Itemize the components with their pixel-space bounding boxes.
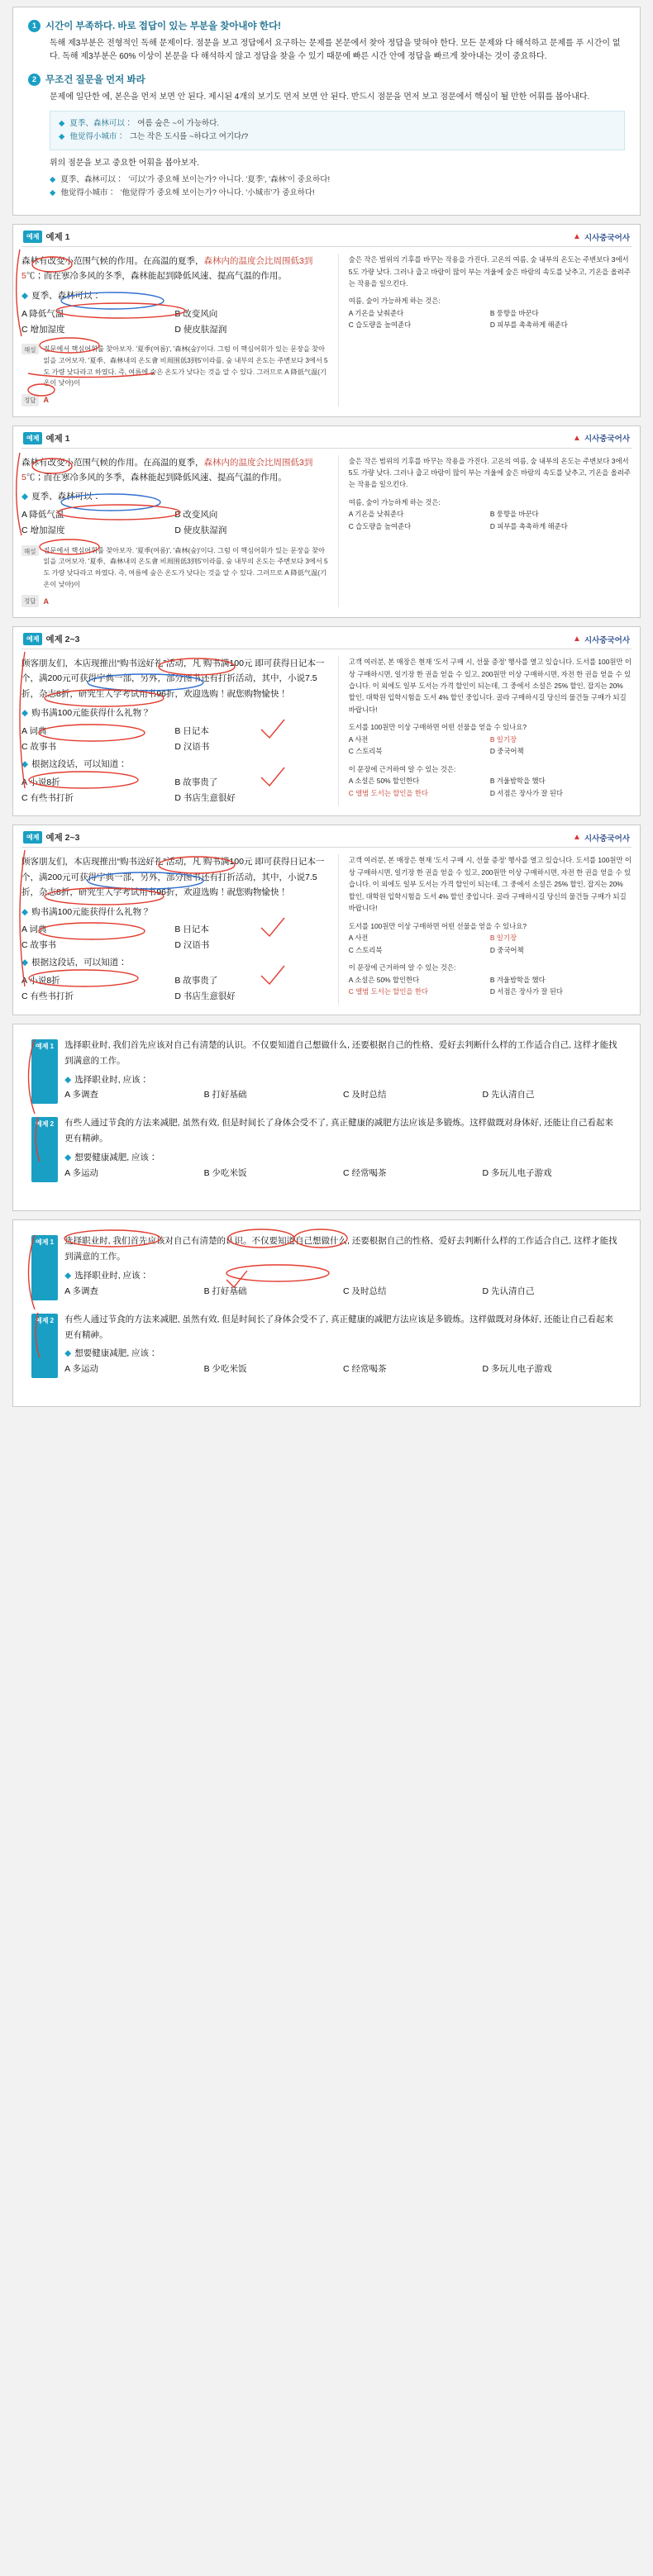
option-b[interactable]: B 故事贵了 <box>174 777 218 787</box>
brand-name: 시사중국어사 <box>584 635 630 645</box>
intro-note: 위의 점문을 보고 중요한 어휘을 봅아보자. <box>50 158 199 168</box>
job-block-2 <box>31 1115 622 1182</box>
question-text: 购书满100元能获得什么礼物？ <box>31 906 150 917</box>
option-a[interactable]: A 多调查 <box>64 1090 98 1100</box>
explanation-text: 질문에서 핵심어휘를 찾아보자. '夏季(여름)', '森林(숲)'이다. 그럼 이 핵심어휘가 있는 문장을 찾아 읽을 고어보자. '夏季、森林내의 온도會 비周围低3到5'이라를, 숲 내부의 온도는 주변보다 3에서 5도 가량 낮다라고 하였다. 즉, 여름에 숲은 온도가 낮다는 것을 알 수 있다. 그러므로 A 降低气温(기온이 낮아)이 <box>43 546 328 588</box>
job-question-1 <box>64 1268 622 1284</box>
brand-mark-icon: ▲ <box>573 634 581 644</box>
bullet-icon: ◆ <box>64 1270 72 1281</box>
job-question-2 <box>64 1150 622 1166</box>
bullet-icon: ◆ <box>50 174 56 184</box>
explanation-block <box>21 545 328 590</box>
options-list-2 <box>21 973 328 1005</box>
translation-options-2 <box>349 974 632 998</box>
point-title: 시간이 부족하다. 바로 접답이 있는 부분을 찾아내야 한다! <box>45 21 281 31</box>
slide-body <box>13 649 640 815</box>
intro-content <box>13 7 640 215</box>
passage-part-highlight: 森林内的温度会比周围低3到5 <box>21 256 313 282</box>
job-block-2-body <box>64 1115 622 1182</box>
option-c[interactable]: C 故事书 <box>21 741 56 752</box>
translation-question-2: 이 문장에 근거하여 알 수 있는 것은: <box>348 764 456 773</box>
job-content <box>13 1024 640 1210</box>
translation-option-row <box>349 319 632 330</box>
job-content <box>13 1220 640 1406</box>
passage-part: ， <box>195 457 204 468</box>
translation-option-d: D 피부를 촉촉하게 해준다 <box>489 321 568 330</box>
bullet-icon: ◆ <box>21 708 29 719</box>
example-tag <box>23 432 70 444</box>
translation-option-c: C 앨범 도서는 할인을 한다 <box>348 788 429 797</box>
option-d[interactable]: D 汉语书 <box>174 741 210 752</box>
option-c[interactable]: C 增加湿度 <box>21 324 65 335</box>
translation-question: 여름, 숲이 가능하게 하는 것은: <box>348 497 441 506</box>
option-b[interactable]: B 改变风向 <box>174 510 218 520</box>
slide-job-questions <box>12 1024 641 1211</box>
translation-options-1 <box>349 932 632 956</box>
slide-body <box>13 247 640 416</box>
option-a[interactable]: A 多运动 <box>64 1168 98 1179</box>
translation-option-a: A 소설은 50% 할인한다 <box>348 975 420 984</box>
passage-text <box>21 254 328 284</box>
job-question-1-text: 选择职业时, 应该： <box>74 1270 150 1281</box>
example-label: 예제 2~3 <box>45 634 80 645</box>
translation-option-a: A 기온을 낮춰준다 <box>348 308 404 317</box>
explanation-text: 질문에서 핵심어휘를 찾아보자. '夏季(여름)', '森林(숲)'이다. 그럼 이 핵심어휘가 있는 문장을 찾아 읽을 고어보자. '夏季、森林내의 온도會 비周围低3到5'이라를, 숲 내부의 온도는 주변보다 3에서 5도 가량 낮다라고 하였다. 즉, 여름에 숲은 온도가 낮다는 것을 알 수 있다. 그러므로 A 降低气温(기온이 낮아)이 <box>43 345 328 387</box>
option-a[interactable]: A 多运动 <box>64 1364 98 1375</box>
brand-name: 시사중국어사 <box>584 834 630 844</box>
example-badge: 예제 <box>23 831 42 844</box>
question-text: 夏季、森林可以： <box>31 290 102 301</box>
translation-option-d: D 서점은 장사가 잘 된다 <box>489 986 564 996</box>
example-quote-box <box>50 111 625 150</box>
job-question-1 <box>64 1072 622 1088</box>
options-list <box>21 507 328 539</box>
question-row-2 <box>21 758 328 772</box>
options-list-1 <box>21 922 328 953</box>
right-column <box>339 854 632 1004</box>
job-block-1-body <box>64 1233 622 1300</box>
example-tag <box>23 831 79 844</box>
translation-option-c: C 스토리북 <box>348 945 383 954</box>
answer-tag: 정답 <box>21 394 39 406</box>
example-badge-2: 예제 2 <box>31 1314 58 1379</box>
question-text: 购书满100元能获得什么礼物？ <box>31 708 150 719</box>
example-badge-1: 예제 1 <box>31 1039 58 1105</box>
job-block-1-body <box>64 1038 622 1105</box>
option-c[interactable]: C 及时总结 <box>343 1090 387 1100</box>
passage-text: 顾客朋友们，本店现推出“购书送好礼”活动，凡 购书满100元 即可获得日记本一个，满200元可获得字典一部，另外，部分图书还有打折活动，其中，小说7.5折，杂志8折，研究生入学考试用书96折，欢迎选购！祝您购物愉快！ <box>21 658 325 699</box>
slide-header <box>13 225 640 246</box>
quote-line <box>59 117 616 131</box>
option-c[interactable]: C 有些书打折 <box>21 991 74 1001</box>
slide-example-2-3-annotated <box>12 626 641 816</box>
option-d[interactable]: D 先认清自己 <box>482 1090 535 1100</box>
translation-option-row <box>349 932 632 943</box>
question-row-1 <box>21 706 328 721</box>
point-number-badge: 2 <box>28 74 41 86</box>
slide-header <box>13 825 640 847</box>
translation-options <box>349 508 632 532</box>
translation-options-1 <box>349 734 632 758</box>
passage-part: ℃；而在寒冷多风的冬季，森林能起到降低风速、提高气温的作用。 <box>26 271 287 282</box>
slide-intro <box>12 7 641 216</box>
job-passage-2: 有些人通过节食的方法来减肥, 虽然有效, 但是时间长了身体会受不了, 真正健康的减肥方法应该是多锻炼。这样做既对身体好, 还能让自己看起来更有精神。 <box>64 1314 613 1340</box>
slide-example-1-annotated <box>12 224 641 417</box>
example-badge: 예제 <box>23 633 42 645</box>
example-badge-2: 예제 2 <box>31 1117 58 1182</box>
question-text: 根据这段话，可以知道： <box>31 958 127 968</box>
brand-name: 시사중국어사 <box>584 435 630 444</box>
explanation-block <box>21 344 328 388</box>
options-list-1 <box>21 724 328 755</box>
translation-option-row <box>349 508 632 520</box>
option-c[interactable]: C 增加湿度 <box>21 525 65 536</box>
option-d[interactable]: D 多玩儿电子游戏 <box>482 1364 552 1375</box>
left-column <box>21 656 339 806</box>
translation-option-d: D 피부를 촉촉하게 해준다 <box>489 521 568 530</box>
option-b[interactable]: B 打好基础 <box>203 1090 247 1100</box>
answer-value: A <box>43 596 49 606</box>
option-a[interactable]: A 小说8折 <box>21 976 60 986</box>
question-row <box>21 289 328 304</box>
quote-question: 他觉得小城市： <box>69 131 125 141</box>
translation-question-1: 도서를 100원만 이상 구매하면 어떤 선물을 얻을 수 있나요? <box>348 723 527 732</box>
option-b[interactable]: B 少吃米饭 <box>203 1364 247 1375</box>
option-a[interactable]: A 小说8折 <box>21 777 60 787</box>
translation-option-row <box>349 734 632 745</box>
left-column <box>21 254 339 406</box>
job-block-1 <box>31 1038 622 1105</box>
intro-point-2 <box>28 73 625 200</box>
answer-tag: 정답 <box>21 595 39 607</box>
options-list-2 <box>21 775 328 806</box>
translation-option-d: D 중국어책 <box>489 945 524 954</box>
translation-option-row <box>349 787 632 799</box>
bullet-icon: ◆ <box>50 188 56 197</box>
option-a[interactable]: A 降低气温 <box>21 510 64 520</box>
left-column <box>21 854 339 1004</box>
translation-text: 고객 여러분, 본 매장은 현재 '도서 구매 시, 선물 증정' 행사를 열고 있습니다. 도서를 100원만 이상 구매하시면, 일기장 한 권을 얻을 수 있고, 200원만 이상 구매하시면, 자전 한 권을 얻을 수 있습니다. 이 외에도 일부 도서는 가격 할인이 되는데, 그 중에서 소설은 25% 할인, 잡지는 20% 할인, 대학원 입학시험을 도서 4% 할인 중입니다. 골라 구매하시길 당신의 물건들 구매가 되길 바랍니다! <box>348 856 632 913</box>
passage-part: 森林有改变小范围气候的作用。在高温的 <box>21 457 178 468</box>
list-item-question: 他觉得小城市： <box>60 188 116 197</box>
option-d[interactable]: D 书店生意很好 <box>174 991 236 1001</box>
translation-option-row <box>349 986 632 997</box>
example-label: 예제 2~3 <box>45 833 80 844</box>
left-column <box>21 455 339 608</box>
slide-header <box>13 426 640 448</box>
translation-text: 고객 여러분, 본 매장은 현재 '도서 구매 시, 선물 증정' 행사를 열고 있습니다. 도서를 100원만 이상 구매하시면, 일기장 한 권을 얻을 수 있고, 200원만 이상 구매하시면, 자전 한 권을 얻을 수 있습니다. 이 외에도 일부 도서는 가격 할인이 되는데, 그 중에서 소설은 25% 할인, 잡지는 20% 할인, 대학원 입학시험을 도서 4% 할인 중입니다. 골라 구매하시길 당신의 물건들 구매가 되길 바랍니다! <box>348 658 632 714</box>
option-d[interactable]: D 使皮肤湿润 <box>174 525 227 536</box>
example-badge: 예제 <box>23 432 42 444</box>
question-row-2 <box>21 956 328 971</box>
translation-option-c: C 앨범 도서는 할인을 한다 <box>348 986 429 996</box>
example-tag <box>23 231 70 243</box>
example-label: 예제 1 <box>45 433 70 444</box>
option-c[interactable]: C 及时总结 <box>343 1286 387 1296</box>
option-b[interactable]: B 日记本 <box>174 726 209 737</box>
answer-value: A <box>43 396 49 405</box>
translation-text: 숲은 작은 범위의 기후를 바꾸는 작용을 가진다. 고온의 여름, 숲 내부의 온도는 주변보다 3에서 5도 가량 낮다. 그러나 춥고 바람이 많이 부는 겨울에 숲은 바람의 속도를 낮추고, 기온을 올려주는 작용을 일으킨다. <box>348 456 631 489</box>
intro-point-1-head <box>28 19 625 32</box>
point-number-badge: 1 <box>28 20 41 32</box>
passage-part: 夏季 <box>178 457 195 468</box>
translation-options-2 <box>349 775 632 799</box>
translation-option-row <box>349 944 632 956</box>
explanation-tag: 해설 <box>21 344 39 354</box>
translation-option-row <box>349 307 632 319</box>
option-d[interactable]: D 使皮肤湿润 <box>174 324 227 335</box>
translation-option-b: B 풍향을 바꾼다 <box>489 510 539 519</box>
job-question-2-text: 想要健康减肥, 应该： <box>74 1153 158 1163</box>
passage-part: 夏季 <box>178 256 195 267</box>
job-block-1 <box>31 1233 622 1300</box>
job-question-2-text: 想要健康减肥, 应该： <box>74 1348 158 1359</box>
quote-answer: 여름 숲은 ~이 가능하다. <box>137 118 220 128</box>
bullet-icon: ◆ <box>21 492 29 502</box>
translation-question-1: 도서를 100원만 이상 구매하면 어떤 선물을 얻을 수 있나요? <box>348 921 527 930</box>
option-a[interactable]: A 多调查 <box>64 1286 98 1296</box>
intro-point-2-head <box>28 73 625 86</box>
translation-text: 숲은 작은 범위의 기후를 바꾸는 작용을 가진다. 고온의 여름, 숲 내부의 온도는 주변보다 3에서 5도 가량 낮다. 그러나 춥고 바람이 많이 부는 겨울에 숲은 바람의 속도를 낮추고, 기온을 올려주는 작용을 일으킨다. <box>348 255 631 288</box>
bullet-icon: ◆ <box>64 1153 72 1163</box>
passage-part: ， <box>195 256 204 267</box>
list-item <box>50 187 625 200</box>
question-text: 夏季、森林可以： <box>31 492 102 502</box>
option-c[interactable]: C 有些书打折 <box>21 792 74 803</box>
point-1-body: 독해 제3부분은 전형적인 독해 문제이다. 점문을 보고 정답에서 요구하는 문제를 본문에서 찾아 정답을 맞혀야 한다. 모든 문제와 다 해석하고 문제를 푸 시간이 없다. 독해 제3부분은 60% 이상이 본문을 다 해석하지 않고 정답을 찾을 수 있기 때문에 빠른 시간 안에 정답을 빠르게 찾아내는 것이 중요하다. <box>50 39 621 61</box>
translation-option-row <box>349 974 632 986</box>
list-item-answer: '他觉得'가 중요해 보이는가? 아니다. '小城市'가 중요하다! <box>120 188 315 197</box>
option-b[interactable]: B 故事贵了 <box>174 976 218 986</box>
bullet-icon: ◆ <box>59 131 65 141</box>
option-c[interactable]: C 故事书 <box>21 940 56 951</box>
bullet-icon: ◆ <box>21 958 29 968</box>
job-question-1-text: 选择职业时, 应该： <box>74 1074 150 1085</box>
slide-example-1-repeat <box>12 425 641 619</box>
passage-part: ℃；而在寒冷多风的冬季，森林能起到降低风速、提高气温的作用。 <box>26 472 287 482</box>
explanation-tag: 해설 <box>21 545 39 556</box>
right-column <box>339 656 632 806</box>
translation-option-row <box>349 775 632 787</box>
brand-logo <box>573 832 630 844</box>
translation-option-a: A 기온을 낮춰준다 <box>348 510 404 519</box>
translation-option-b: B 겨울밤학을 했다 <box>489 777 546 786</box>
job-options-2 <box>64 1362 622 1378</box>
list-item-answer: '可以'가 중요해 보이는가? 아니다. '夏季', '森林'이 중요하다! <box>128 174 331 184</box>
intro-keyword-list <box>50 173 625 200</box>
bullet-icon: ◆ <box>64 1074 72 1085</box>
quote-question: 夏季、森林可以： <box>69 118 133 128</box>
quote-line <box>59 131 616 144</box>
passage-part-highlight: 森林内的温度会比周围低3到5 <box>21 457 313 482</box>
bullet-icon: ◆ <box>21 758 29 769</box>
slide-body <box>13 848 640 1014</box>
brand-mark-icon: ▲ <box>573 433 581 443</box>
question-text: 根据这段话，可以知道： <box>31 758 127 769</box>
answer-block <box>21 394 328 406</box>
options-list <box>21 307 328 338</box>
option-b[interactable]: B 改变风向 <box>174 308 218 319</box>
option-d[interactable]: D 书店生意很好 <box>174 792 236 803</box>
job-block-2-body <box>64 1312 622 1379</box>
option-a[interactable]: A 降低气温 <box>21 308 64 319</box>
translation-question: 여름, 숲이 가능하게 하는 것은: <box>348 297 441 306</box>
bullet-icon: ◆ <box>64 1348 72 1359</box>
translation-option-b: B 겨울밤학을 했다 <box>489 975 546 984</box>
bullet-icon: ◆ <box>21 906 29 917</box>
bullet-icon: ◆ <box>21 290 29 301</box>
brand-logo <box>573 432 630 444</box>
question-row-1 <box>21 905 328 920</box>
answer-block <box>21 595 328 607</box>
option-d[interactable]: D 多玩儿电子游戏 <box>482 1168 552 1179</box>
list-item-question: 夏季、森林可以： <box>60 174 124 184</box>
job-passage-2: 有些人通过节食的方法来减肥, 虽然有效, 但是时间长了身体会受不了, 真正健康的减肥方法应该是多锻炼。这样做既对身体好, 还能让自己看起来更有精神。 <box>64 1118 613 1144</box>
translation-option-a: A 소설은 50% 할인한다 <box>348 777 420 786</box>
option-d[interactable]: D 汉语书 <box>174 940 210 951</box>
slide-job-questions-annotated <box>12 1219 641 1407</box>
passage-text <box>21 455 328 486</box>
translation-question-2: 이 문장에 근거하여 알 수 있는 것은: <box>348 963 456 972</box>
brand-name: 시사중국어사 <box>584 233 630 243</box>
option-c[interactable]: C 经常喝茶 <box>343 1168 387 1179</box>
translation-option-b: B 일기장 <box>489 934 517 943</box>
right-column <box>339 254 632 406</box>
bullet-icon: ◆ <box>59 118 65 128</box>
translation-option-row <box>349 745 632 757</box>
translation-option-a: A 사전 <box>348 734 369 744</box>
slide-example-2-3-repeat <box>12 825 641 1015</box>
translation-options <box>349 307 632 331</box>
passage-text: 顾客朋友们，本店现推出“购书送好礼”活动，凡 购书满100元 即可获得日记本一个，满200元可获得字典一部，另外，部分图书还有打折活动，其中，小说7.5折，杂志8折，研究生入学考试用书96折，欢迎选购！祝您购物愉快！ <box>21 857 325 898</box>
translation-option-a: A 사전 <box>348 934 369 943</box>
slide-body <box>13 449 640 618</box>
translation-option-d: D 중국어책 <box>489 747 524 756</box>
translation-option-c: C 스토리북 <box>348 747 383 756</box>
option-a[interactable]: A 词典 <box>21 726 47 737</box>
brand-logo <box>573 231 630 243</box>
list-item <box>50 173 625 187</box>
brand-logo <box>573 634 630 645</box>
point-2-body: 문제에 일단한 에, 본은을 먼저 보면 안 된다. 제시된 4개의 보기도 먼저 보면 안 된다. 반드시 점문을 먼저 보고 점문에서 핵심이 될 만한 어휘를 봅아내다. <box>50 93 590 102</box>
quote-answer: 그는 작은 도시를 ~하다고 여기다/? <box>129 131 249 141</box>
translation-option-b: B 일기장 <box>489 734 517 744</box>
option-b[interactable]: B 日记本 <box>174 924 209 935</box>
option-b[interactable]: B 打好基础 <box>203 1286 247 1296</box>
slide-header <box>13 627 640 649</box>
job-options-1 <box>64 1284 622 1300</box>
translation-option-row <box>349 520 632 532</box>
example-badge: 예제 <box>23 231 42 243</box>
right-column <box>339 455 632 608</box>
option-c[interactable]: C 经常喝茶 <box>343 1364 387 1375</box>
option-a[interactable]: A 词典 <box>21 924 47 935</box>
question-row <box>21 490 328 505</box>
example-label: 예제 1 <box>45 232 70 243</box>
translation-option-b: B 풍향을 바꾼다 <box>489 308 539 317</box>
translation-option-d: D 서점은 장사가 잘 된다 <box>489 788 564 797</box>
passage-part: 森林有改变小范围气候的作用。在高温的 <box>21 256 178 267</box>
example-badge-1: 예제 1 <box>31 1235 58 1300</box>
example-tag <box>23 633 79 645</box>
brand-mark-icon: ▲ <box>573 232 581 242</box>
job-options-2 <box>64 1166 622 1182</box>
translation-option-c: C 습도량을 높여준다 <box>348 521 412 530</box>
point-title: 무조건 질문을 먼저 봐라 <box>45 75 145 85</box>
brand-mark-icon: ▲ <box>573 833 581 843</box>
job-options-1 <box>64 1087 622 1104</box>
option-b[interactable]: B 少吃米饭 <box>203 1168 247 1179</box>
job-block-2 <box>31 1312 622 1379</box>
job-passage-1: 选择职业时, 我们首先应该对自己有清楚的认识。不仅要知道自己想做什么, 还要根据自己的性格、爱好去判断什么样的工作适合自己, 这样才能找到满意的工作。 <box>64 1039 617 1066</box>
job-question-2 <box>64 1346 622 1362</box>
job-passage-1: 选择职业时, 我们首先应该对自己有清楚的认识。不仅要知道自己想做什么, 还要根据自己的性格、爱好去判断什么样的工作适合自己, 这样才能找到满意的工作。 <box>64 1236 617 1262</box>
option-d[interactable]: D 先认清自己 <box>482 1286 535 1296</box>
translation-option-c: C 습도량을 높여준다 <box>348 321 412 330</box>
